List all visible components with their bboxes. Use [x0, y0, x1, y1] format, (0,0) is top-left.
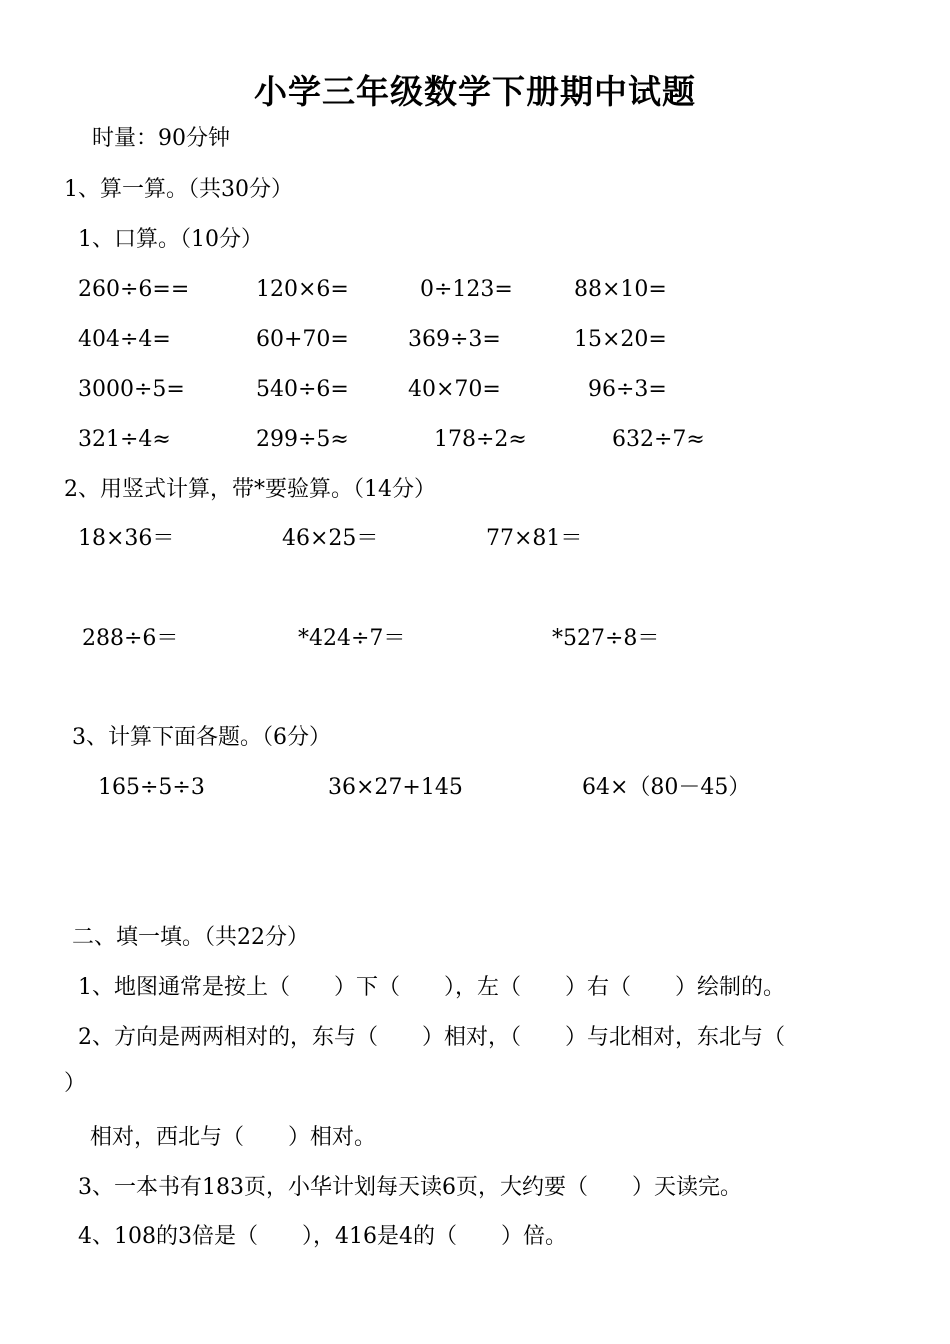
q2-heading: 2、用竖式计算，带*要验算。（14分） — [64, 477, 436, 502]
q1-item: 321÷4≈ — [78, 427, 171, 452]
q1-item: 369÷3= — [408, 327, 501, 352]
part1-heading: 1、算一算。（共30分） — [64, 177, 293, 202]
q1-item: 96÷3= — [588, 377, 667, 402]
time-limit: 时量：90分钟 — [92, 126, 230, 151]
q1-item: 15×20= — [574, 327, 667, 352]
q2-item: 18×36＝ — [78, 526, 175, 551]
fill-item: 4、108的3倍是（ ），416是4的（ ）倍。 — [78, 1224, 567, 1249]
q2-item: 77×81＝ — [486, 526, 583, 551]
q1-item: 178÷2≈ — [434, 427, 527, 452]
q1-item: 120×6= — [256, 277, 349, 302]
q1-item: 299÷5≈ — [256, 427, 349, 452]
q1-heading: 1、口算。（10分） — [78, 227, 263, 252]
q3-item: 64×（80－45） — [582, 775, 751, 800]
q1-item: 60+70= — [256, 327, 349, 352]
q1-item: 260÷6== — [78, 277, 190, 302]
q1-item: 88×10= — [574, 277, 667, 302]
q3-item: 36×27+145 — [328, 775, 463, 800]
q2-item: *527÷8＝ — [552, 626, 660, 651]
page-title: 小学三年级数学下册期中试题 — [254, 72, 696, 111]
q3-item: 165÷5÷3 — [98, 775, 205, 800]
q2-item: 46×25＝ — [282, 526, 379, 551]
fill-item: 2、方向是两两相对的，东与（ ）相对，（ ）与北相对，东北与（ — [78, 1025, 785, 1050]
q1-item: 540÷6= — [256, 377, 349, 402]
part2-heading: 二、填一填。（共22分） — [72, 925, 309, 950]
fill-item-continuation: ） — [64, 1071, 87, 1096]
q2-item: *424÷7＝ — [298, 626, 406, 651]
fill-item: 1、地图通常是按上（ ）下（ ），左（ ）右（ ）绘制的。 — [78, 975, 785, 1000]
q2-item: 288÷6＝ — [82, 626, 179, 651]
fill-item-continuation: 相对，西北与（ ）相对。 — [90, 1125, 377, 1150]
q1-item: 3000÷5= — [78, 377, 185, 402]
q1-item: 632÷7≈ — [612, 427, 705, 452]
fill-item: 3、一本书有183页，小华计划每天读6页，大约要（ ）天读完。 — [78, 1175, 742, 1200]
q1-item: 0÷123= — [420, 277, 513, 302]
q3-heading: 3、计算下面各题。（6分） — [72, 725, 331, 750]
q1-item: 404÷4= — [78, 327, 171, 352]
q1-item: 40×70= — [408, 377, 501, 402]
